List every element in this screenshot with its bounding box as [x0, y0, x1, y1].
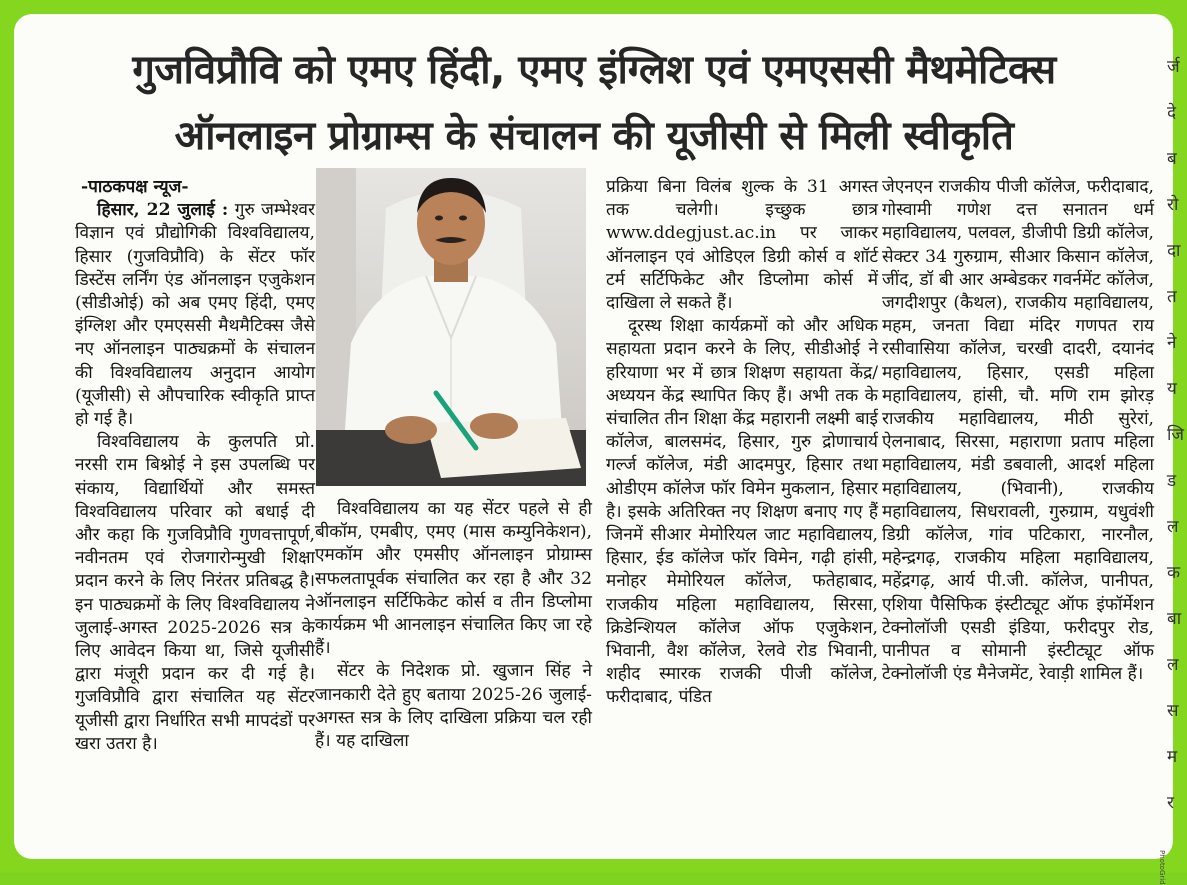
newspaper-clipping — [14, 14, 1185, 885]
paragraph-2: विश्वविद्यालय के कुलपति प्रो. नरसी राम बिश्नोई ने इस उपलब्धि पर संकाय, विद्यार्थियों और समस्त विश्वविद्यालय परिवार को बधाई दी और कहा कि गुजविप्रौवि गुणवत्तापूर्ण, नवीनतम एवं रोजगारोन्मुखी शिक्षा प्रदान करने के लिए निरंतर प्रतिबद्ध है। इन पाठ्यक्रमों के लिए विश्वविद्यालय ने जुलाई-अगस्त 2025-2026 सत्र के लिए आवेदन किया था, जिसे यूजीसी द्वारा मंजूरी प्रदान कर दी गई है। गुजविप्रौवि द्वारा संचालित यह सेंटर यूजीसी द्वारा निर्धारित सभी मापदंडों पर खरा उतरा है। — [75, 432, 315, 754]
vice-chancellor-photo — [316, 168, 586, 486]
paragraph-4-continued: प्रक्रिया बिना विलंब शुल्क के 31 अगस्त तक चलेगी। इच्छुक छात्र www.ddegjust.ac.in पर जाकर ऑनलाइन एवं ओडिएल डिग्री कोर्स व शॉर्ट टर्म सर्टिफिकेट और डिप्लोमा कोर्स में दाखिला ले सकते हैं। — [606, 177, 878, 314]
photo-credit: PhotoGrid — [1158, 850, 1166, 885]
headline-line-1: गुजविप्रौवि को एमए हिंदी, एमए इंग्लिश एवं एमएससी मैथमेटिक्स — [132, 47, 1056, 93]
byline: -पाठकपक्ष न्यूज- — [81, 177, 189, 197]
article-column-2 — [315, 498, 592, 753]
article-column-4 — [882, 176, 1154, 686]
paragraph-1: गुरु जम्भेश्वर विज्ञान एवं प्रौद्योगिकी विश्वविद्यालय, हिसार (गुजविप्रौवि) के सेंटर फॉर डिस्टेंस लर्निंग एंड ऑनलाइन एजुकेशन (सीडीओई) को अब एमए हिंदी, एमए इंग्लिश और एमएससी मैथमैटिक्स जैसे नए ऑनलाइन पाठ्यक्रमों के संचालन की विश्वविद्यालय अनुदान आयोग (यूजीसी) से औपचारिक स्वीकृति प्राप्त हो गई है। — [75, 200, 315, 430]
paragraph-4-start: सेंटर के निदेशक प्रो. खुजान सिंह ने जानकारी देते हुए बताया 2025-26 जुलाई-अगस्त सत्र के लिए दाखिला प्रक्रिया चल रही हैं। यह दाखिला — [315, 661, 592, 752]
paragraph-5-continued: जेएनएन राजकीय पीजी कॉलेज, फरीदाबाद, गोस्वामी गणेश दत्त सनातन धर्म महाविद्यालय, पलवल, डीजीपी डिग्री कॉलेज, सेक्टर 34 गुरुग्राम, सीआर किसान कॉलेज, जींद, डॉ बी आर अम्बेडकर गवर्नमेंट कॉलेज, जगदीशपुर (कैथल), राजकीय महाविद्यालय, महम, जनता विद्या मंदिर गणपत राय रसीवासिया कॉलेज, चरखी दादरी, दयानंद महाविद्यालय, हिसार, एसडी महिला महाविद्यालय, हांसी, चौ. मणि राम झोरड़ राजकीय महाविद्यालय, मीठी सुरेरां, ऐलनाबाद, सिरसा, महाराणा प्रताप महिला महाविद्यालय, मंडी डबवाली, आदर्श महिला महाविद्यालय, (भिवानी), राजकीय महाविद्यालय, सिधरावली, गुरुग्राम, यधुवंशी डिग्री कॉलेज, गांव पटिकारा, नारनौल, महेन्द्रगढ़, राजकीय महिला महाविद्यालय, महेंद्रगढ़, आर्य पी.जी. कॉलेज, पानीपत, एशिया पैसिफिक इंस्टीट्यूट ऑफ इंफॉर्मेशन टेक्नोलॉजी एसडी इंडिया, फरीदपुर रोड, पानीपत व सोमानी इंस्टीट्यूट ऑफ टेक्नोलॉजी एंड मैनेजमेंट, रेवाड़ी शामिल हैं। — [882, 177, 1154, 685]
article-column-3 — [606, 176, 878, 710]
portrait-illustration — [316, 168, 586, 486]
paragraph-5-start: दूरस्थ शिक्षा कार्यक्रमों को और अधिक सहायता प्रदान करने के लिए, सीडीओई ने हरियाणा भर में छात्र शिक्षण सहायता केंद्र/अध्ययन केंद्र स्थापित किए हैं। अभी तक के संचालित तीन शिक्षा केंद्र महारानी लक्ष्मी बाई कॉलेज, बालसमंद, हिसार, गुरु द्रोणाचार्य गर्ल्ज कॉलेज, मंडी आदमपुर, हिसार तथा ओडीएम कॉलेज फॉर विमेन मुकलान, हिसार है। इसके अतिरिक्त नए शिक्षण बनाए गए हैं जिनमें सीआर मेमोरियल जाट महाविद्यालय, हिसार, ईड कॉलेज फॉर विमेन, गढ़ी हांसी, मनोहर मेमोरियल कॉलेज, फतेहाबाद, राजकीय महिला महाविद्यालय, सिरसा, क्रिडेन्शियल कॉलेज ऑफ एजुकेशन, भिवानी, वैश कॉलेज, रेलवे रोड भिवानी, शहीद स्मारक राजकी पीजी कॉलेज, फरीदाबाद, पंडित — [606, 316, 878, 708]
article-column-1 — [75, 176, 315, 756]
adjacent-article-edge-text: र्ज दे ब रो दा त ने य जि ड ल क बा ल स म र — [1167, 57, 1185, 813]
paragraph-3: विश्वविद्यालय का यह सेंटर पहले से ही बीकॉम, एमबीए, एमए (मास कम्युनिकेशन), एमकॉम और एमसीए ऑनलाइन प्रोग्राम्स सफलतापूर्वक संचालित कर रहा है और 32 ऑनलाइन सर्टिफिकेट कोर्स व तीन डिप्लोमा कार्यक्रम भी आनलाइन संचालित किए जा रहे हैं। — [315, 499, 592, 659]
dateline: हिसार, 22 जुलाई : — [97, 200, 229, 221]
headline-line-2: ऑनलाइन प्रोग्राम्स के संचालन की यूजीसी से मिली स्वीकृति — [174, 113, 1014, 159]
